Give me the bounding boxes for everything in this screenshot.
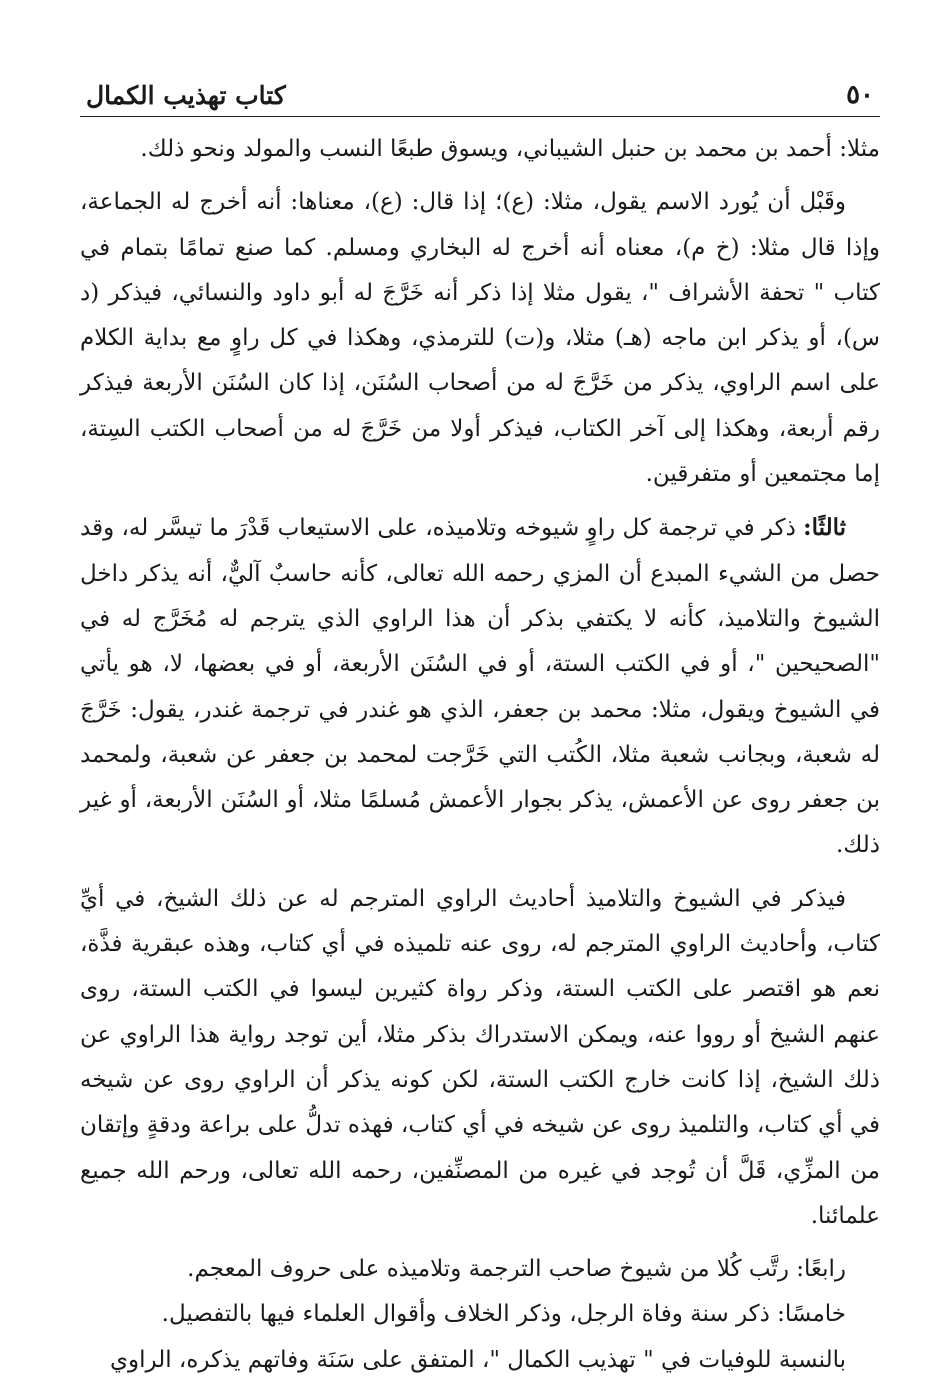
paragraph-symbols xyxy=(80,180,880,497)
paragraph-fifth xyxy=(80,1292,880,1337)
paragraph-text: خامسًا: ذكر سنة وفاة الرجل، وذكر الخلاف وأقوال العلماء فيها بالتفصيل. xyxy=(161,1301,846,1328)
paragraph-third xyxy=(80,505,880,868)
paragraph-text: وقَبْل أن يُورد الاسم يقول، مثلا: (ع)؛ إذا قال: (ع)، معناها: أنه أخرج له الجماعة، وإذا قال مثلا: (خ م)، معناه أنه أخرج له البخاري ومسلم. كما صنع تمامًا بتمام في كتاب " تحفة الأشراف "، يقول مثلا إذا ذكر أنه خَرَّجَ له أبو داود والنسائي، فيذكر (د س)، أو يذكر ابن ماجه (هـ) مثلا، و(ت) للترمذي، وهكذا في كل راوٍ مع بداية الكلام على اسم الراوي، يذكر من خَرَّجَ له من أصحاب السُنَن، إذا كان السُنَن الأربعة فيذكر رقم أربعة، وهكذا إلى آخر الكتاب، فيذكر أولا من خَرَّجَ له من أصحاب الكتب السِتة، إما مجتمعين أو متفرقين. xyxy=(80,189,880,488)
book-title: كتاب تهذيب الكمال xyxy=(86,81,286,110)
paragraph-lead: ثالثًا: xyxy=(803,514,846,542)
paragraph-continuation xyxy=(80,127,880,172)
book-page xyxy=(80,60,880,1391)
page-number: ٥٠ xyxy=(846,80,874,110)
paragraph-text: مثلا: أحمد بن محمد بن حنبل الشيباني، ويسوق طبعًا النسب والمولد ونحو ذلك. xyxy=(140,136,880,162)
paragraph-text: بالنسبة للوفيات في " تهذيب الكمال "، المتفق على سَنَة وفاتهم يذكره، الراوي xyxy=(110,1346,846,1373)
paragraph-text: رابعًا: رتَّب كُلا من شيوخ صاحب الترجمة وتلاميذه على حروف المعجم. xyxy=(187,1256,846,1283)
paragraph-deaths xyxy=(80,1338,880,1383)
paragraph-teachers-students xyxy=(80,877,880,1239)
running-head xyxy=(80,60,880,117)
paragraph-fourth xyxy=(80,1247,880,1292)
body-text xyxy=(80,127,880,1383)
paragraph-text: ذكر في ترجمة كل راوٍ شيوخه وتلاميذه، على الاستيعاب قَدْرَ ما تيسَّر له، وقد حصل من الشيء المبدع أن المزي رحمه الله تعالى، كأنه حاسبٌ آليٌّ، أنه يذكر داخل الشيوخ والتلاميذ، كأنه لا يكتفي بذكر أن هذا الراوي الذي يترجم له مُخَرَّج له في "الصحيحين "، أو في الكتب الستة، أو في السُنَن الأربعة، أو في بعضها، لا، هو يأتي في الشيوخ ويقول، مثلا: محمد بن جعفر، الذي هو غندر في ترجمة غندر، يقول: خَرَّجَ له شعبة، وبجانب شعبة مثلا، الكُتب التي خَرَّجت لمحمد بن جعفر عن شعبة، ولمحمد بن جعفر روى عن الأعمش، يذكر بجوار الأعمش مُسلمًا مثلا، أو السُنَن الأربعة، أو غير ذلك. xyxy=(80,515,881,859)
paragraph-text: فيذكر في الشيوخ والتلاميذ أحاديث الراوي المترجم له عن ذلك الشيخ، في أيِّ كتاب، وأحاديث الراوي المترجم له، روى عنه تلميذه في أي كتاب، وهذه عبقرية فذَّة، نعم هو اقتصر على الكتب الستة، وذكر رواة كثيرين ليسوا في الكتب الستة، روى عنهم الشيخ أو رووا عنه، ويمكن الاستدراك بذكر مثلا، أين توجد رواية هذا الراوي عن ذلك الشيخ، إذا كانت خارج الكتب الستة، لكن كونه يذكر أن الراوي روى عن شيخه في أي كتاب، والتلميذ روى عن شيخه في أي كتاب، فهذه تدلُّ على براعة ودقةٍ وإتقان من المزِّي، قَلَّ أن تُوجد في غيره من المصنِّفين، رحمه الله تعالى، ورحم الله جميع علمائنا. xyxy=(80,885,880,1229)
